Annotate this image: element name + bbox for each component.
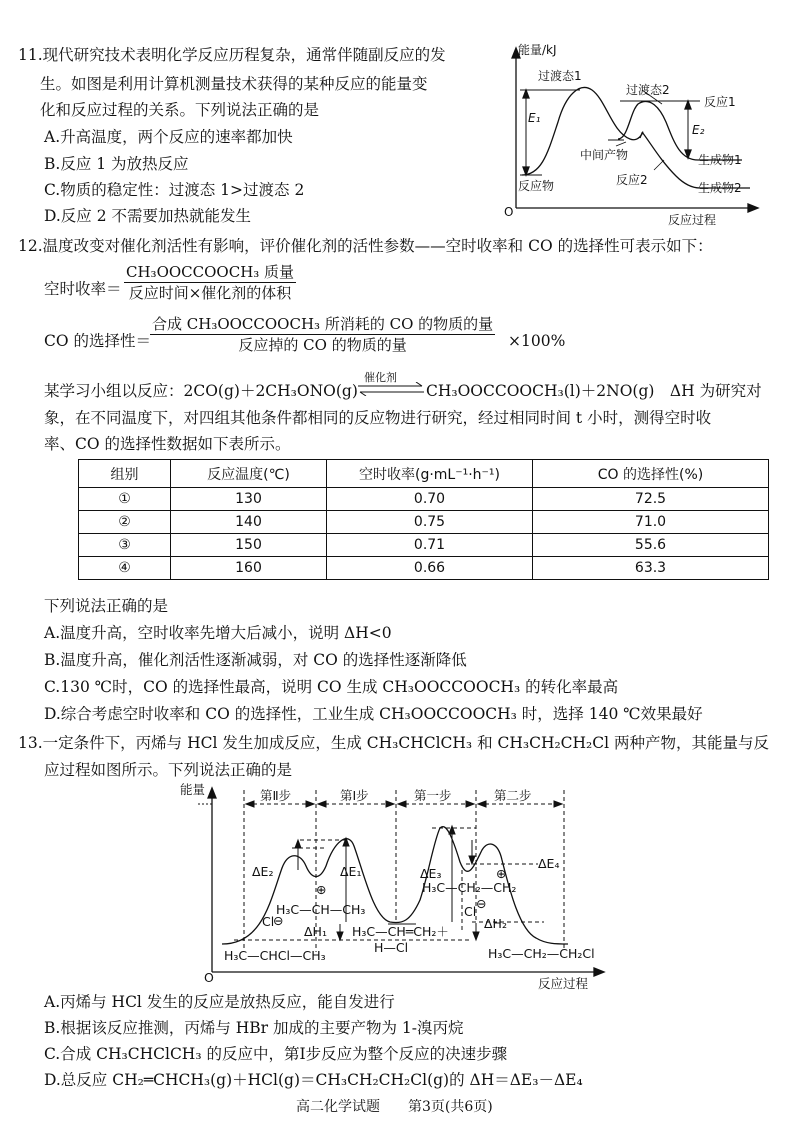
- q13-origin: O: [204, 970, 214, 985]
- q11-line-3: 化和反应过程的关系。下列说法正确的是: [40, 101, 320, 119]
- table-row: [79, 557, 769, 580]
- q11-reaction1-label: 反应1: [704, 95, 736, 109]
- q11-reaction2-label: 反应2: [616, 173, 648, 187]
- q13-dh2-label: ΔH₂: [484, 916, 507, 931]
- page-footer: 高二化学试题 第3页(共6页): [296, 1099, 493, 1115]
- q11-line-2: 生。如图是利用计算机测量技术获得的某种反应的能量变: [40, 75, 428, 93]
- q13-energy-diagram: [176, 782, 616, 992]
- q12-f1-fraction: [124, 262, 296, 303]
- q12-eq-left: 某学习小组以反应：2CO(g)＋2CH₃ONO(g): [44, 382, 358, 400]
- q13-product2-label: H₃C—CH₂—CH₂Cl: [488, 946, 595, 961]
- q12-f2-tail: ×100%: [508, 332, 566, 350]
- q13-step-label: 第一步: [414, 788, 452, 803]
- q13-de4-label: ΔE₄: [538, 856, 560, 871]
- q13-de3-label: ΔE₃: [420, 866, 442, 881]
- table-cell: 0.66: [327, 557, 533, 580]
- q12-eq-right: CH₃OOCCOOCH₃(l)＋2NO(g) ΔH 为研究对: [426, 382, 762, 400]
- q12-option-d: D.综合考虑空时收率和 CO 的选择性，工业生成 CH₃OOCCOOCH₃ 时，选择 140 ℃效果最好: [44, 705, 703, 723]
- table-cell: ④: [79, 557, 171, 580]
- table-row: [79, 534, 769, 557]
- q11-option-d: D.反应 2 不需要加热就能发生: [44, 207, 252, 225]
- q11-reactant-label: 反应物: [518, 179, 555, 193]
- q13-y-arrow: [208, 788, 216, 798]
- q12-option-a: A.温度升高，空时收率先增大后减小，说明 ΔH<0: [44, 624, 392, 642]
- table-cell: 55.6: [533, 534, 769, 557]
- q13-dh1-label: ΔH₁: [304, 924, 327, 939]
- q11-energy-diagram: [500, 42, 792, 230]
- table-row: [79, 511, 769, 534]
- q11-e1-label: E₁: [528, 111, 541, 125]
- q12-eq-catalyst: 催化剂: [364, 371, 397, 384]
- q13-option-d: D.总反应 CH₂═CHCH₃(g)＋HCl(g)＝CH₃CH₂CH₂Cl(g)的 ΔH＝ΔE₃－ΔE₄: [44, 1071, 583, 1089]
- q12-line-1: 象，在不同温度下，对四组其他条件都相同的反应物进行研究，经过相同时间 t 小时，测得空时收: [44, 409, 712, 427]
- q12-f2-num: 合成 CH₃OOCCOOCH₃ 所消耗的 CO 的物质的量: [152, 315, 494, 333]
- q12-question: 下列说法正确的是: [44, 597, 169, 615]
- q11-ts1-label: 过渡态1: [538, 69, 582, 83]
- q11-ts2-label: 过渡态2: [626, 83, 670, 97]
- q12-f1-den: 反应时间×催化剂的体积: [128, 284, 292, 302]
- q13-step-label: 第Ⅱ步: [260, 788, 292, 803]
- table-cell: 0.70: [327, 488, 533, 511]
- q13-x-arrow: [594, 968, 604, 976]
- q12-data-table: [78, 459, 769, 580]
- q13-line-1: 13.一定条件下，丙烯与 HCl 发生加成反应，生成 CH₃CHClCH₃ 和 CH₃CH₂CH₂Cl 两种产物，其能量与反: [18, 734, 770, 752]
- plus-charge-icon: ⊕: [496, 866, 507, 881]
- q13-option-a: A.丙烯与 HCl 发生的反应是放热反应，能自发进行: [44, 993, 395, 1011]
- table-header: 组别: [79, 460, 171, 488]
- table-cell: 160: [171, 557, 327, 580]
- q11-y-label: 能量/kJ: [518, 43, 557, 57]
- q12-intro: 12.温度改变对催化剂活性有影响，评价催化剂的活性参数——空时收率和 CO 的选择性可表示如下：: [18, 237, 713, 255]
- q11-option-a: A.升高温度，两个反应的速率都加快: [44, 128, 293, 146]
- q11-curve-reaction1: [618, 101, 742, 160]
- q12-eq-arrow: [356, 382, 426, 396]
- q11-option-b: B.反应 1 为放热反应: [44, 155, 189, 173]
- q11-product1-label: 生成物1: [698, 153, 742, 167]
- q13-cl-ion-2: Cl: [464, 904, 477, 919]
- q12-option-c: C.130 ℃时，CO 的选择性最高，说明 CO 生成 CH₃OOCCOOCH₃ 的转化率最高: [44, 678, 619, 696]
- table-header: 反应温度(℃): [171, 460, 327, 488]
- table-cell: 0.71: [327, 534, 533, 557]
- table-cell: 72.5: [533, 488, 769, 511]
- table-cell: 150: [171, 534, 327, 557]
- table-header: CO 的选择性(%): [533, 460, 769, 488]
- q13-step-label: 第二步: [494, 788, 532, 803]
- table-header-row: [79, 460, 769, 488]
- q11-product2-label: 生成物2: [698, 181, 742, 195]
- q11-e2-label: E₂: [692, 123, 705, 137]
- q11-intermediate-label: 中间产物: [580, 148, 629, 162]
- q11-x-label: 反应过程: [668, 213, 717, 227]
- table-row: [79, 488, 769, 511]
- table-cell: ①: [79, 488, 171, 511]
- q11-option-c: C.物质的稳定性：过渡态 1>过渡态 2: [44, 181, 305, 199]
- table-cell: 130: [171, 488, 327, 511]
- q11-x-arrow: [748, 204, 758, 212]
- table-cell: 0.75: [327, 511, 533, 534]
- q13-x-label: 反应过程: [538, 976, 589, 991]
- q12-f1-label: 空时收率＝: [44, 280, 122, 298]
- q13-product1-label: H₃C—CHCl—CH₃: [224, 948, 326, 963]
- q13-int1-label: H₃C—CH—CH₃: [276, 902, 366, 917]
- q12-f2-label: CO 的选择性＝: [44, 332, 151, 350]
- q12-f2-den: 反应掉的 CO 的物质的量: [238, 336, 407, 354]
- q13-de1-label: ΔE₁: [340, 864, 362, 879]
- minus-charge-icon: ⊖: [476, 896, 487, 911]
- q13-reactant-label: H₃C—CH═CH₂＋: [352, 924, 449, 939]
- q13-de2-label: ΔE₂: [252, 864, 274, 879]
- q11-origin: O: [504, 205, 514, 219]
- q12-f2-fraction: [150, 314, 495, 355]
- q12-f1-num: CH₃OOCCOOCH₃ 质量: [126, 263, 295, 281]
- table-header: 空时收率(g·mL⁻¹·h⁻¹): [327, 460, 533, 488]
- q13-step-label: 第Ⅰ步: [340, 788, 369, 803]
- table-cell: 140: [171, 511, 327, 534]
- minus-charge-icon: ⊖: [273, 913, 284, 928]
- table-cell: 71.0: [533, 511, 769, 534]
- q13-int2-label: H₃C—CH₂—CH₂: [422, 880, 517, 895]
- q13-cl-ion-1: Cl: [262, 914, 275, 929]
- q13-option-c: C.合成 CH₃CHClCH₃ 的反应中，第Ⅰ步反应为整个反应的决速步骤: [44, 1045, 508, 1063]
- q13-line-2: 应过程如图所示。下列说法正确的是: [44, 761, 293, 779]
- q13-option-b: B.根据该反应推测，丙烯与 HBr 加成的主要产物为 1-溴丙烷: [44, 1019, 464, 1037]
- q12-option-b: B.温度升高，催化剂活性逐渐减弱，对 CO 的选择性逐渐降低: [44, 651, 467, 669]
- q11-line-1: 11.现代研究技术表明化学反应历程复杂，通常伴随副反应的发: [18, 46, 446, 64]
- q12-line-2: 率、CO 的选择性数据如下表所示。: [44, 435, 291, 453]
- q13-y-label: 能量: [180, 782, 206, 797]
- table-cell: 63.3: [533, 557, 769, 580]
- table-cell: ②: [79, 511, 171, 534]
- plus-charge-icon: ⊕: [316, 882, 327, 897]
- table-cell: ③: [79, 534, 171, 557]
- q13-hcl-label: H—Cl: [374, 940, 409, 955]
